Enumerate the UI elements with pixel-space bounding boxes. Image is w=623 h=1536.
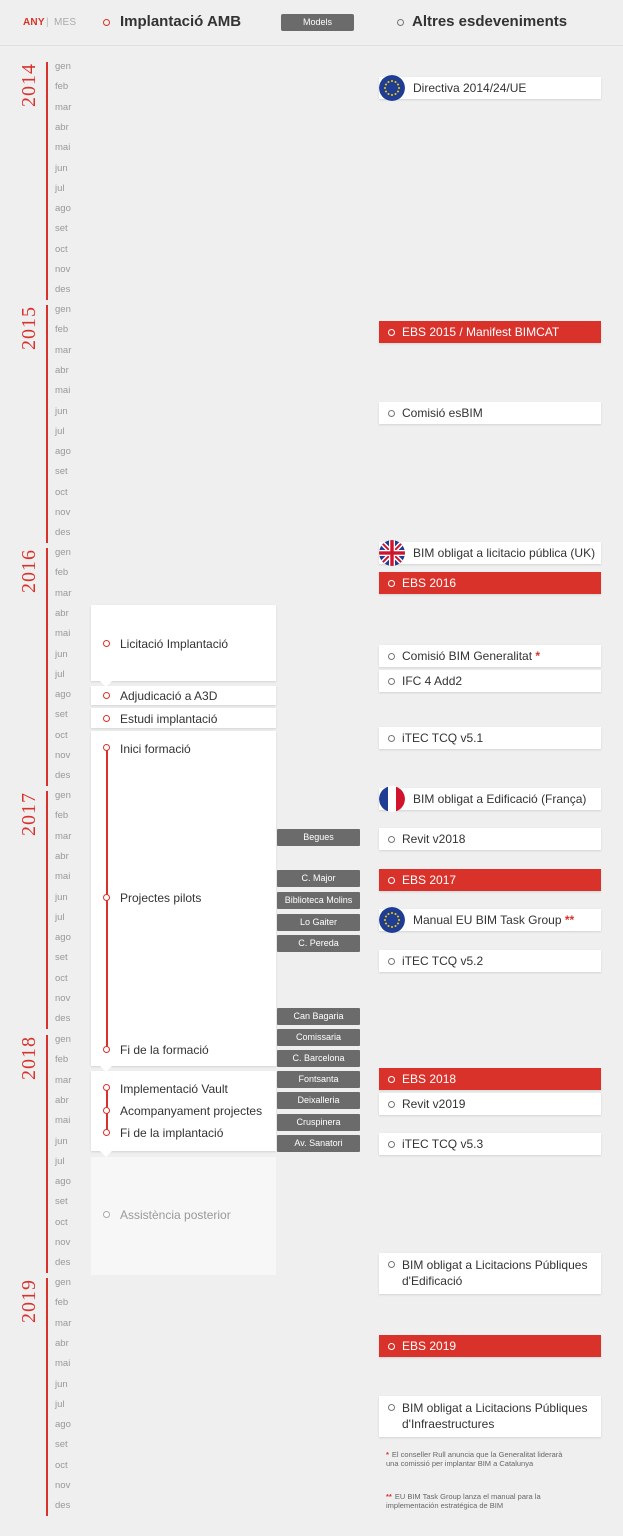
month-label: des: [55, 284, 71, 296]
month-label: abr: [55, 1337, 69, 1349]
month-label: jun: [55, 405, 68, 417]
event-label: EBS 2016: [402, 576, 457, 590]
event-label: iTEC TCQ v5.1: [402, 731, 484, 745]
year-bar: [46, 791, 48, 1029]
milestone-dot-icon: [103, 894, 110, 901]
month-label: mar: [55, 587, 72, 599]
toggle-mes[interactable]: MES: [54, 17, 77, 28]
month-label: jul: [55, 911, 65, 923]
event-dot-icon: [388, 1343, 395, 1350]
event-dot-icon: [388, 1261, 395, 1268]
month-label: ago: [55, 1419, 71, 1431]
month-label: abr: [55, 121, 69, 133]
event-card[interactable]: [379, 1093, 601, 1115]
month-label: mar: [55, 1074, 72, 1086]
event-card[interactable]: [379, 542, 601, 564]
event-label: EBS 2019: [402, 1339, 457, 1353]
month-label: nov: [55, 1237, 71, 1248]
pilot-chip[interactable]: Fontsanta: [277, 1071, 360, 1088]
month-label: ago: [55, 932, 71, 944]
month-label: gen: [55, 790, 71, 801]
month-label: oct: [55, 1459, 68, 1471]
event-card[interactable]: [379, 727, 601, 749]
month-label: des: [55, 1500, 71, 1512]
event-card[interactable]: [379, 1133, 601, 1155]
month-label: oct: [55, 972, 68, 984]
event-dot-icon: [388, 678, 395, 685]
milestone-dot-icon: [103, 1107, 110, 1114]
event-dot-icon: [388, 580, 395, 587]
milestone-dot-icon: [103, 715, 110, 722]
header: [0, 0, 623, 46]
pilot-chip[interactable]: C. Barcelona: [277, 1050, 360, 1067]
month-label: jul: [55, 668, 65, 680]
month-label: abr: [55, 1094, 69, 1106]
month-label: set: [55, 1439, 68, 1451]
footnote-text: EU BIM Task Group lanza el manual para la implementación estratégica de BIM: [386, 1492, 541, 1510]
pilot-chip[interactable]: Deixalleria: [277, 1092, 360, 1109]
event-label: Manual EU BIM Task Group: [413, 913, 562, 927]
month-label: feb: [55, 810, 69, 822]
milestone-dot-icon: [103, 692, 110, 699]
event-card[interactable]: [379, 869, 601, 891]
assistencia-label: Assistència posterior: [120, 1208, 231, 1222]
month-label: set: [55, 709, 68, 721]
event-card[interactable]: [379, 670, 601, 692]
event-card[interactable]: [379, 1253, 601, 1294]
month-label: feb: [55, 324, 69, 336]
event-dot-icon: [388, 836, 395, 843]
event-label: IFC 4 Add2: [402, 674, 463, 688]
month-label: jul: [55, 182, 65, 194]
month-label: gen: [55, 304, 71, 315]
event-label: Directiva 2014/24/UE: [413, 81, 527, 95]
month-label: nov: [55, 993, 71, 1004]
milestone-dot-icon: [103, 744, 110, 751]
month-label: abr: [55, 364, 69, 376]
vault-label: Implementació Vault: [120, 1082, 228, 1096]
event-label: BIM obligat a Edificació (França): [413, 792, 587, 806]
fi-formacio-label: Fi de la formació: [120, 1043, 209, 1057]
estudi-label: Estudi implantació: [120, 712, 218, 726]
milestone-dot-icon: [103, 1129, 110, 1136]
event-card[interactable]: [379, 950, 601, 972]
pilot-chip[interactable]: Cruspinera: [277, 1114, 360, 1131]
footnote-2: [386, 1492, 576, 1510]
month-label: gen: [55, 547, 71, 558]
event-dot-icon: [388, 1404, 395, 1411]
month-label: jul: [55, 425, 65, 437]
event-label: EBS 2018: [402, 1072, 457, 1086]
month-label: feb: [55, 567, 69, 579]
month-label: mar: [55, 830, 72, 842]
month-label: mar: [55, 1317, 72, 1329]
event-dot-icon: [388, 958, 395, 965]
month-label: mar: [55, 101, 72, 113]
month-label: set: [55, 1196, 68, 1208]
year-bar: [46, 1035, 48, 1273]
event-dot-icon: [388, 735, 395, 742]
month-label: nov: [55, 507, 71, 518]
pilot-chip[interactable]: Can Bagaria: [277, 1008, 360, 1025]
event-card[interactable]: [379, 645, 601, 667]
event-dot-icon: [388, 410, 395, 417]
eu-flag-icon: [379, 907, 405, 933]
event-card[interactable]: [379, 1068, 601, 1090]
month-label: ago: [55, 689, 71, 701]
month-label: jun: [55, 1135, 68, 1147]
month-label: nov: [55, 750, 71, 761]
pilot-chip[interactable]: Comissaria: [277, 1029, 360, 1046]
amb-legend-dot-icon: [103, 19, 110, 26]
month-label: mai: [55, 628, 71, 640]
month-label: oct: [55, 729, 68, 741]
event-dot-icon: [388, 1076, 395, 1083]
event-card[interactable]: [379, 909, 601, 931]
eu-flag-icon: [379, 75, 405, 101]
fi-implantacio-label: Fi de la implantació: [120, 1126, 224, 1140]
month-label: jun: [55, 1378, 68, 1390]
pilot-chip[interactable]: Lo Gaiter: [277, 914, 360, 931]
event-label: Comisió esBIM: [402, 406, 483, 420]
event-label: iTEC TCQ v5.2: [402, 954, 484, 968]
month-label: oct: [55, 486, 68, 498]
event-dot-icon: [388, 329, 395, 336]
event-dot-icon: [388, 1101, 395, 1108]
pilot-chip[interactable]: Begues: [277, 829, 360, 846]
pilot-chip[interactable]: C. Major: [277, 870, 360, 887]
month-label: gen: [55, 1034, 71, 1045]
pilot-chip[interactable]: C. Pereda: [277, 935, 360, 952]
event-dot-icon: [388, 653, 395, 660]
footnote-text: El conseller Rull anuncia que la Generalitat liderarà una comissió per implantar BIM a Catalunya: [386, 1450, 563, 1468]
event-dot-icon: [388, 877, 395, 884]
year-label: 2014: [18, 63, 40, 107]
acompanyament-label: Acompanyament projectes: [120, 1104, 263, 1118]
footnote-star: **: [564, 913, 575, 927]
event-label: Revit v2019: [402, 1097, 466, 1111]
toggle-any[interactable]: ANY: [23, 17, 45, 28]
month-label: mai: [55, 1358, 71, 1370]
year-bar: [46, 1278, 48, 1516]
month-label: jul: [55, 1398, 65, 1410]
month-label: jun: [55, 162, 68, 174]
year-bar: [46, 62, 48, 300]
month-label: nov: [55, 1480, 71, 1491]
month-label: des: [55, 1257, 71, 1269]
month-label: mai: [55, 142, 71, 154]
month-label: mai: [55, 1115, 71, 1127]
toggle-separator: |: [46, 17, 49, 28]
month-label: feb: [55, 81, 69, 93]
year-bar: [46, 548, 48, 786]
year-label: 2015: [18, 306, 40, 350]
month-label: jun: [55, 891, 68, 903]
month-label: set: [55, 466, 68, 478]
milestone-dot-icon: [103, 1046, 110, 1053]
month-label: des: [55, 1013, 71, 1025]
month-label: ago: [55, 1176, 71, 1188]
year-label: 2019: [18, 1279, 40, 1323]
event-card[interactable]: [379, 572, 601, 594]
footnote-star: *: [535, 649, 541, 663]
footnote-1: [386, 1450, 576, 1468]
month-label: gen: [55, 61, 71, 72]
month-label: gen: [55, 1277, 71, 1288]
month-label: mai: [55, 385, 71, 397]
event-card[interactable]: [379, 321, 601, 343]
event-card[interactable]: [379, 788, 601, 810]
events-column-title: Altres esdeveniments: [412, 13, 568, 30]
year-label: 2017: [18, 792, 40, 836]
month-label: oct: [55, 1216, 68, 1228]
event-card[interactable]: [379, 1335, 601, 1357]
year-label: 2016: [18, 549, 40, 593]
event-label: iTEC TCQ v5.3: [402, 1137, 484, 1151]
month-label: des: [55, 770, 71, 782]
event-card[interactable]: [379, 77, 601, 99]
year-bar: [46, 305, 48, 543]
event-label: Comisió BIM Generalitat: [402, 649, 533, 663]
month-label: set: [55, 223, 68, 235]
event-label: BIM obligat a Licitacions Públiques d'Edificació: [402, 1258, 588, 1288]
month-label: oct: [55, 243, 68, 255]
event-label: BIM obligat a Licitacions Públiques d'Infraestructures: [402, 1401, 588, 1431]
milestone-dot-icon: [103, 1211, 110, 1218]
pilot-chip[interactable]: Av. Sanatori: [277, 1135, 360, 1152]
event-label: Revit v2018: [402, 832, 466, 846]
month-label: ago: [55, 203, 71, 215]
events-legend-dot-icon: [397, 19, 404, 26]
footnote-star: *: [386, 1450, 389, 1459]
event-card[interactable]: [379, 402, 601, 424]
month-label: jul: [55, 1155, 65, 1167]
month-label: jun: [55, 648, 68, 660]
month-label: set: [55, 952, 68, 964]
inici-formacio-label: Inici formació: [120, 742, 191, 756]
event-label: EBS 2017: [402, 873, 457, 887]
month-label: des: [55, 527, 71, 539]
month-label: mai: [55, 871, 71, 883]
footnote-star: **: [386, 1492, 392, 1501]
licitacio-label: Licitació Implantació: [120, 637, 229, 651]
uk-flag-icon: [379, 540, 405, 566]
month-label: feb: [55, 1297, 69, 1309]
month-label: abr: [55, 850, 69, 862]
milestone-dot-icon: [103, 640, 110, 647]
month-label: mar: [55, 344, 72, 356]
year-label: 2018: [18, 1036, 40, 1080]
milestone-dot-icon: [103, 1084, 110, 1091]
adjudicacio-label: Adjudicació a A3D: [120, 689, 218, 703]
month-label: nov: [55, 264, 71, 275]
event-label: BIM obligat a licitacio pública (UK): [413, 546, 596, 560]
models-button[interactable]: Models: [281, 14, 354, 31]
france-flag-icon: [379, 786, 405, 812]
event-dot-icon: [388, 1141, 395, 1148]
month-label: ago: [55, 446, 71, 458]
projectes-pilots-label: Projectes pilots: [120, 891, 202, 905]
month-label: abr: [55, 607, 69, 619]
event-card[interactable]: [379, 828, 601, 850]
event-label: EBS 2015 / Manifest BIMCAT: [402, 325, 560, 339]
pilot-chip[interactable]: Biblioteca Molins: [277, 892, 360, 909]
event-card[interactable]: [379, 1396, 601, 1437]
month-label: feb: [55, 1054, 69, 1066]
amb-column-title: Implantació AMB: [120, 13, 242, 30]
